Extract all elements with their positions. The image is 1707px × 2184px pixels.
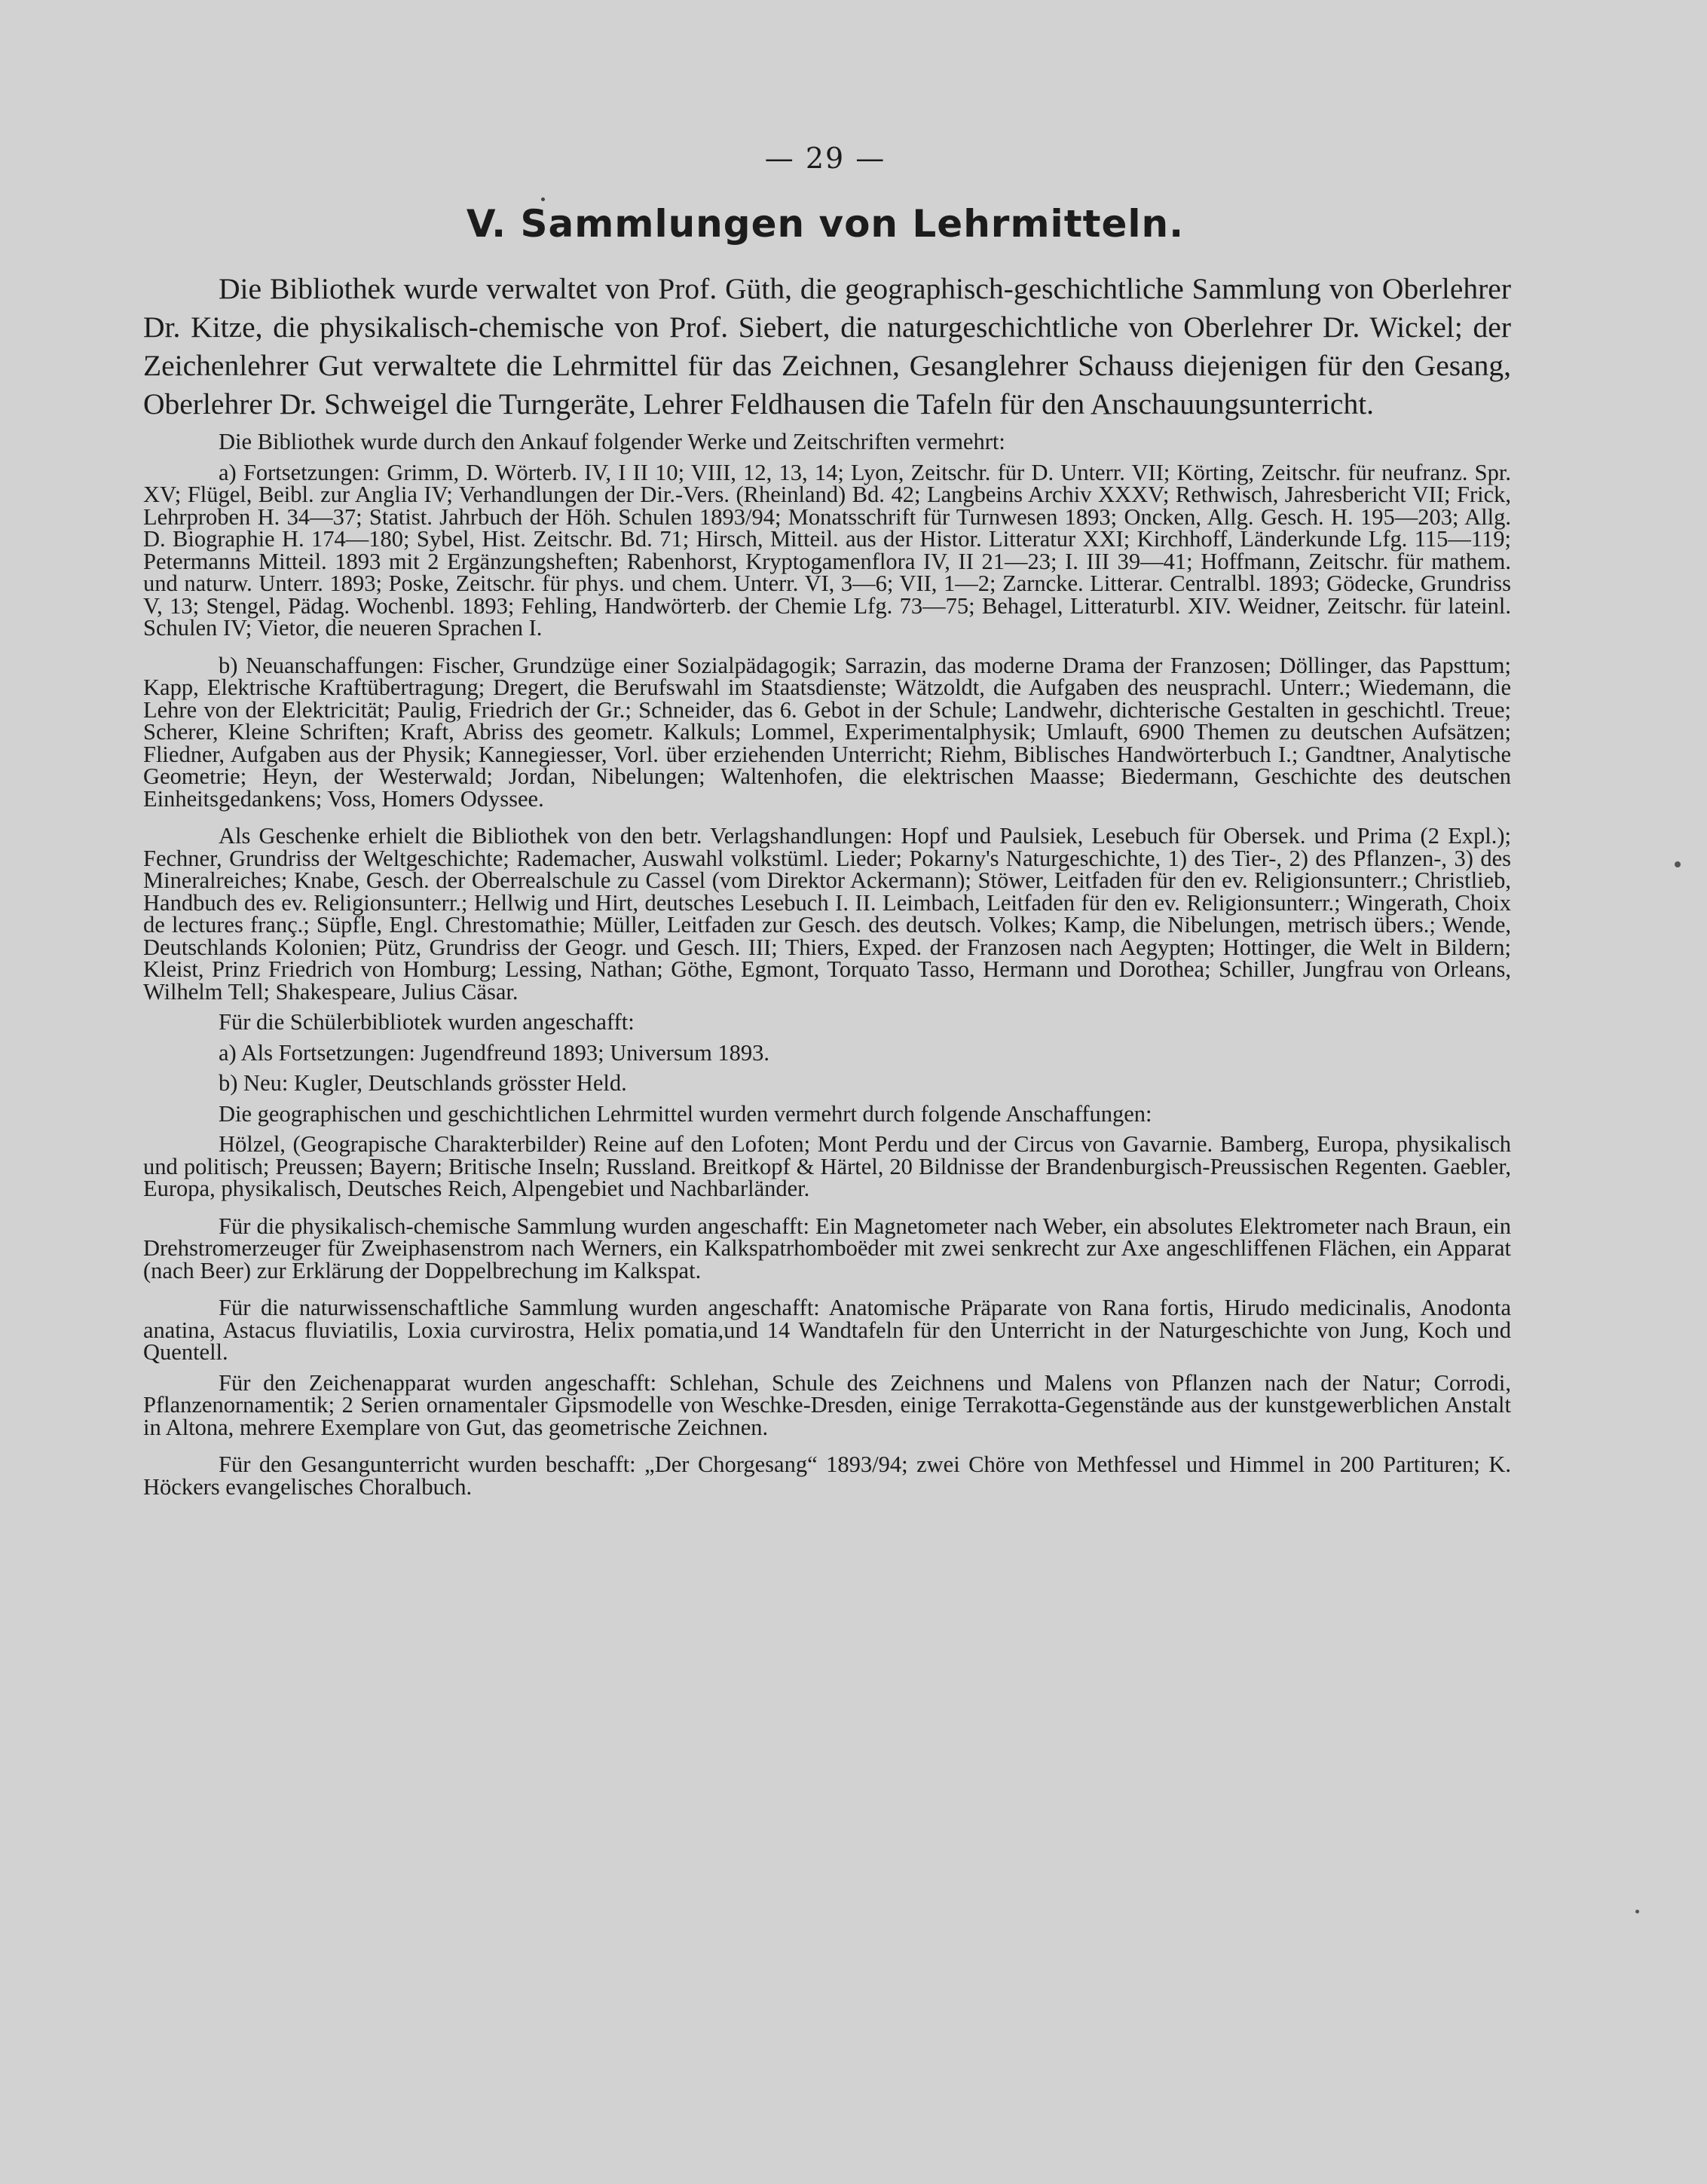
page-number: — 29 —	[764, 142, 886, 175]
student-library-new: b) Neu: Kugler, Deutschlands grösster Held.	[219, 1070, 627, 1096]
singing-instruction: Für den Gesangunterricht wurden beschafft: „Der Chorgesang“ 1893/94; zwei Chöre von Methfessel und Himmel in 200 Partituren; K. Höckers evangelisches Choralbuch.	[143, 1451, 1511, 1500]
student-library-continuations: a) Als Fortsetzungen: Jugendfreund 1893; Universum 1893.	[219, 1039, 770, 1066]
drawing-apparatus: Für den Zeichenapparat wurden angeschafft: Schlehan, Schule des Zeichnens und Malens von Pflanzen nach der Natur; Corrodi, Pflanzenornamentik; 2 Serien ornamentaler Gipsmodelle von Weschke-Dresden, einige Terrakotta-Gegenstände aus der kunstgewerblichen Anstalt in Altona, mehrere Exemplare von Gut, das geometrische Zeichnen.	[143, 1369, 1511, 1440]
print-speck	[541, 197, 545, 201]
print-speck	[1635, 1910, 1639, 1913]
library-gifts: Als Geschenke erhielt die Bibliothek von den betr. Verlagshandlungen: Hopf und Paulsiek, Lesebuch für Obersek. und Prima (2 Expl.); Fechner, Grundriss der Weltgeschichte; Rademacher, Auswahl volkstüml. Lieder; Pokarny's Naturgeschichte, 1) des Tier-, 2) des Pflanzen-, 3) des Mineralreiches; Knabe, Gesch. der Oberrealschule zu Cassel (vom Direktor Ackermann); Stöwer, Leitfaden für den ev. Religionsunterr.; Christlieb, Handbuch des ev. Religionsunterr.; Hellwig und Hirt, deutsches Lesebuch I. II. Leimbach, Leitfaden für den ev. Religionsunterr.; Wingerath, Choix de lectures franç.; Süpfle, Engl. Chrestomathie; Müller, Leitfaden zur Gesch. des deutsch. Volkes; Kamp, die Nibelungen, metrisch übers.; Wende, Deutschlands Kolonien; Pütz, Grundriss der Geogr. und Gesch. III; Thiers, Exped. der Franzosen nach Aegypten; Hottinger, die Welt in Bildern; Kleist, Prinz Friedrich von Homburg; Lessing, Nathan; Göthe, Egmont, Torquato Tasso, Hermann und Dorothea; Schiller, Jungfrau von Orleans, Wilhelm Tell; Shakespeare, Julius Cäsar.	[143, 823, 1511, 1005]
intro-paragraph: Die Bibliothek wurde verwaltet von Prof. Güth, die geographisch-geschichtliche Sammlung von Oberlehrer Dr. Kitze, die physikalisch-chemische von Prof. Siebert, die naturgeschichtliche von Oberlehrer Dr. Wickel; der Zeichenlehrer Gut verwaltete die Lehrmittel für das Zeichnen, Gesanglehrer Schauss diejenigen für den Gesang, Oberlehrer Dr. Schweigel die Turngeräte, Lehrer Feldhausen die Tafeln für den Anschauungsunterricht.	[143, 272, 1511, 421]
natural-science-collection: Für die naturwissenschaftliche Sammlung wurden angeschafft: Anatomische Präparate von Rana fortis, Hirudo medicinalis, Anodonta anatina, Astacus fluviatilis, Loxia curvirostra, Helix pomatia,und 14 Wandtafeln für den Unterricht in der Naturgeschichte von Jung, Koch und Quentell.	[143, 1295, 1511, 1365]
section-title: V. Sammlungen von Lehrmitteln.	[466, 202, 1185, 246]
print-speck	[1675, 861, 1681, 867]
library-continuations: a) Fortsetzungen: Grimm, D. Wörterb. IV, I II 10; VIII, 12, 13, 14; Lyon, Zeitschr. für D. Unterr. VII; Körting, Zeitschr. für neufranz. Spr. XV; Flügel, Beibl. zur Anglia IV; Verhandlungen der Dir.-Vers. (Rheinland) Bd. 42; Langbeins Archiv XXXV; Rethwisch, Jahresbericht VII; Frick, Lehrproben H. 34—37; Statist. Jahrbuch der Höh. Schulen 1893/94; Monatsschrift für Turnwesen 1893; Oncken, Allg. Gesch. H. 195—203; Allg. D. Biographie H. 174—180; Sybel, Hist. Zeitschr. Bd. 71; Hirsch, Mitteil. aus der Histor. Litteratur XXI; Kirchhoff, Länderkunde Lfg. 115—119; Petermanns Mitteil. 1893 mit 2 Ergänzungsheften; Rabenhorst, Kryptogamenflora IV, II 21—23; I. III 39—41; Hoffmann, Zeitschr. für mathem. und naturw. Unterr. 1893; Poske, Zeitschr. für phys. und chem. Unterr. VI, 3—6; VII, 1—2; Zarncke. Litterar. Centralbl. 1893; Gödecke, Grundriss V, 13; Stengel, Pädag. Wochenbl. 1893; Fehling, Handwörterb. der Chemie Lfg. 73—75; Behagel, Litteraturbl. XIV. Weidner, Zeitschr. für lateinl. Schulen IV; Vietor, die neueren Sprachen I.	[143, 459, 1511, 641]
library-new-acquisitions: b) Neuanschaffungen: Fischer, Grundzüge einer Sozialpädagogik; Sarrazin, das moderne Drama der Franzosen; Döllinger, das Papsttum; Kapp, Elektrische Kraftübertragung; Dregert, die Berufswahl im Staatsdienste; Wätzoldt, die Aufgaben des neusprachl. Unterr.; Wiedemann, die Lehre von der Elektricität; Paulig, Friedrich der Gr.; Schneider, das 6. Gebot in der Schule; Landwehr, dichterische Gestalten in geschichtl. Treue; Scherer, Kleine Schriften; Kraft, Abriss des geometr. Kalkuls; Lommel, Experimentalphysik; Umlauft, 6900 Themen zu deutschen Aufsätzen; Fliedner, Aufgaben aus der Physik; Kannegiesser, Vorl. über erziehenden Unterricht; Riehm, Biblisches Handwörterbuch I.; Gandtner, Analytische Geometrie; Heyn, der Westerwald; Jordan, Nibelungen; Waltenhofen, die elektrischen Maasse; Biedermann, Geschichte des deutschen Einheitsgedankens; Voss, Homers Odyssee.	[143, 652, 1511, 812]
geography-history-intro: Die geographischen und geschichtlichen Lehrmittel wurden vermehrt durch folgende Anschaffungen:	[219, 1100, 1152, 1127]
library-purchase-intro: Die Bibliothek wurde durch den Ankauf folgender Werke und Zeitschriften vermehrt:	[219, 429, 1005, 454]
student-library-heading: Für die Schülerbibliotek wurden angeschafft:	[219, 1009, 635, 1035]
geography-history-items: Hölzel, (Geograpische Charakterbilder) Reine auf den Lofoten; Mont Perdu und der Circus von Gavarnie. Bamberg, Europa, physikalisch und politisch; Preussen; Bayern; Britische Inseln; Russland. Breitkopf & Härtel, 20 Bildnisse der Brandenburgisch-Preussischen Regenten. Gaebler, Europa, physikalisch, Deutsches Reich, Alpengebiet und Nachbarländer.	[143, 1131, 1511, 1201]
physics-chemistry-collection: Für die physikalisch-chemische Sammlung wurden angeschafft: Ein Magnetometer nach Weber, ein absolutes Elektrometer nach Braun, ein Drehstromerzeuger für Zweiphasenstrom nach Werners, ein Kalkspatrhomboëder mit zwei senkrecht zur Axe angeschliffenen Flächen, ein Apparat (nach Beer) zur Erklärung der Doppelbrechung im Kalkspat.	[143, 1213, 1511, 1283]
body-text	[143, 270, 1511, 1506]
